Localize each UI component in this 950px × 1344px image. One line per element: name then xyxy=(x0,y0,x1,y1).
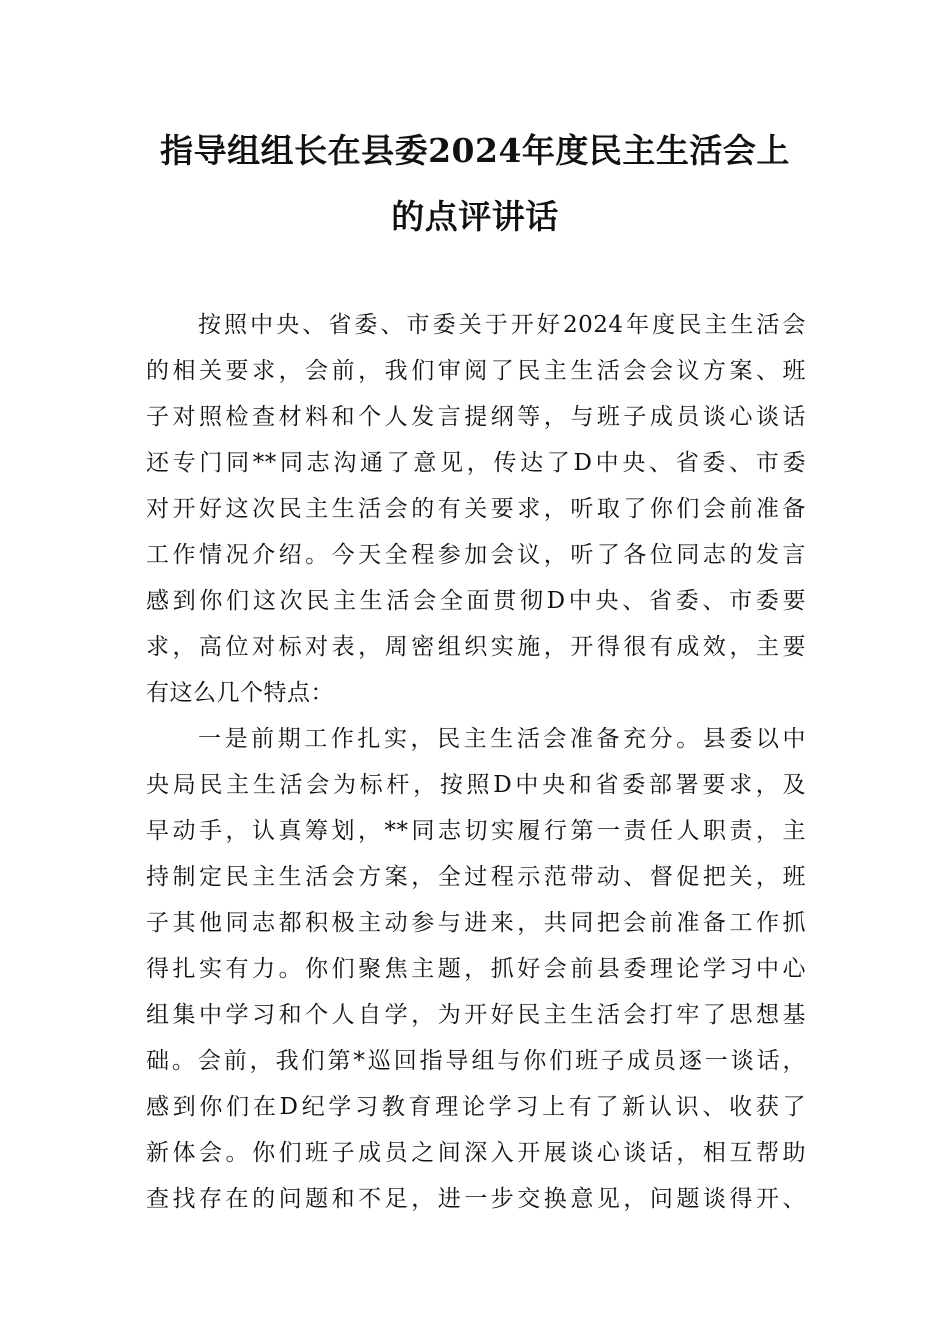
paragraph-line: 组集中学习和个人自学，为开好民主生活会打牢了思想基 xyxy=(146,1002,806,1028)
paragraph-line: 子其他同志都积极主动参与进来，共同把会前准备工作抓 xyxy=(146,910,806,936)
paragraph-line: 一是前期工作扎实，民主生活会准备充分。县委以中 xyxy=(198,726,806,752)
paragraph-line: 感到你们这次民主生活会全面贯彻D中央、省委、市委要 xyxy=(146,588,806,614)
paragraph-line: 工作情况介绍。今天全程参加会议，听了各位同志的发言 xyxy=(146,542,806,568)
paragraph-line: 持制定民主生活会方案，全过程示范带动、督促把关，班 xyxy=(146,864,806,890)
paragraph-line: 央局民主生活会为标杆，按照D中央和省委部署要求，及 xyxy=(146,772,806,798)
paragraph-line: 础。会前，我们第*巡回指导组与你们班子成员逐一谈话， xyxy=(146,1048,806,1074)
paragraph-line: 按照中央、省委、市委关于开好2024年度民主生活会 xyxy=(198,312,806,338)
document-body xyxy=(146,302,806,1222)
paragraph-line: 早动手，认真筹划，**同志切实履行第一责任人职责，主 xyxy=(146,818,806,844)
paragraph-line: 得扎实有力。你们聚焦主题，抓好会前县委理论学习中心 xyxy=(146,956,806,982)
paragraph-2 xyxy=(146,716,806,1222)
paragraph-line: 查找存在的问题和不足，进一步交换意见，问题谈得开、 xyxy=(146,1186,806,1212)
paragraph-line: 感到你们在D纪学习教育理论学习上有了新认识、收获了 xyxy=(146,1094,806,1120)
paragraph-line: 新体会。你们班子成员之间深入开展谈心谈话，相互帮助 xyxy=(146,1140,806,1166)
document-title-line-2: 的点评讲话 xyxy=(391,197,559,236)
document-title-line-1: 指导组组长在县委2024年度民主生活会上 xyxy=(160,131,790,170)
paragraph-line: 对开好这次民主生活会的有关要求，听取了你们会前准备 xyxy=(146,496,806,522)
paragraph-line: 子对照检查材料和个人发言提纲等，与班子成员谈心谈话 xyxy=(146,404,806,430)
paragraph-line: 求，高位对标对表，周密组织实施，开得很有成效，主要 xyxy=(146,634,806,660)
paragraph-line: 的相关要求，会前，我们审阅了民主生活会会议方案、班 xyxy=(146,358,806,384)
paragraph-line: 有这么几个特点： xyxy=(146,680,334,706)
paragraph-line: 还专门同**同志沟通了意见，传达了D中央、省委、市委 xyxy=(146,450,806,476)
paragraph-1 xyxy=(146,302,806,716)
